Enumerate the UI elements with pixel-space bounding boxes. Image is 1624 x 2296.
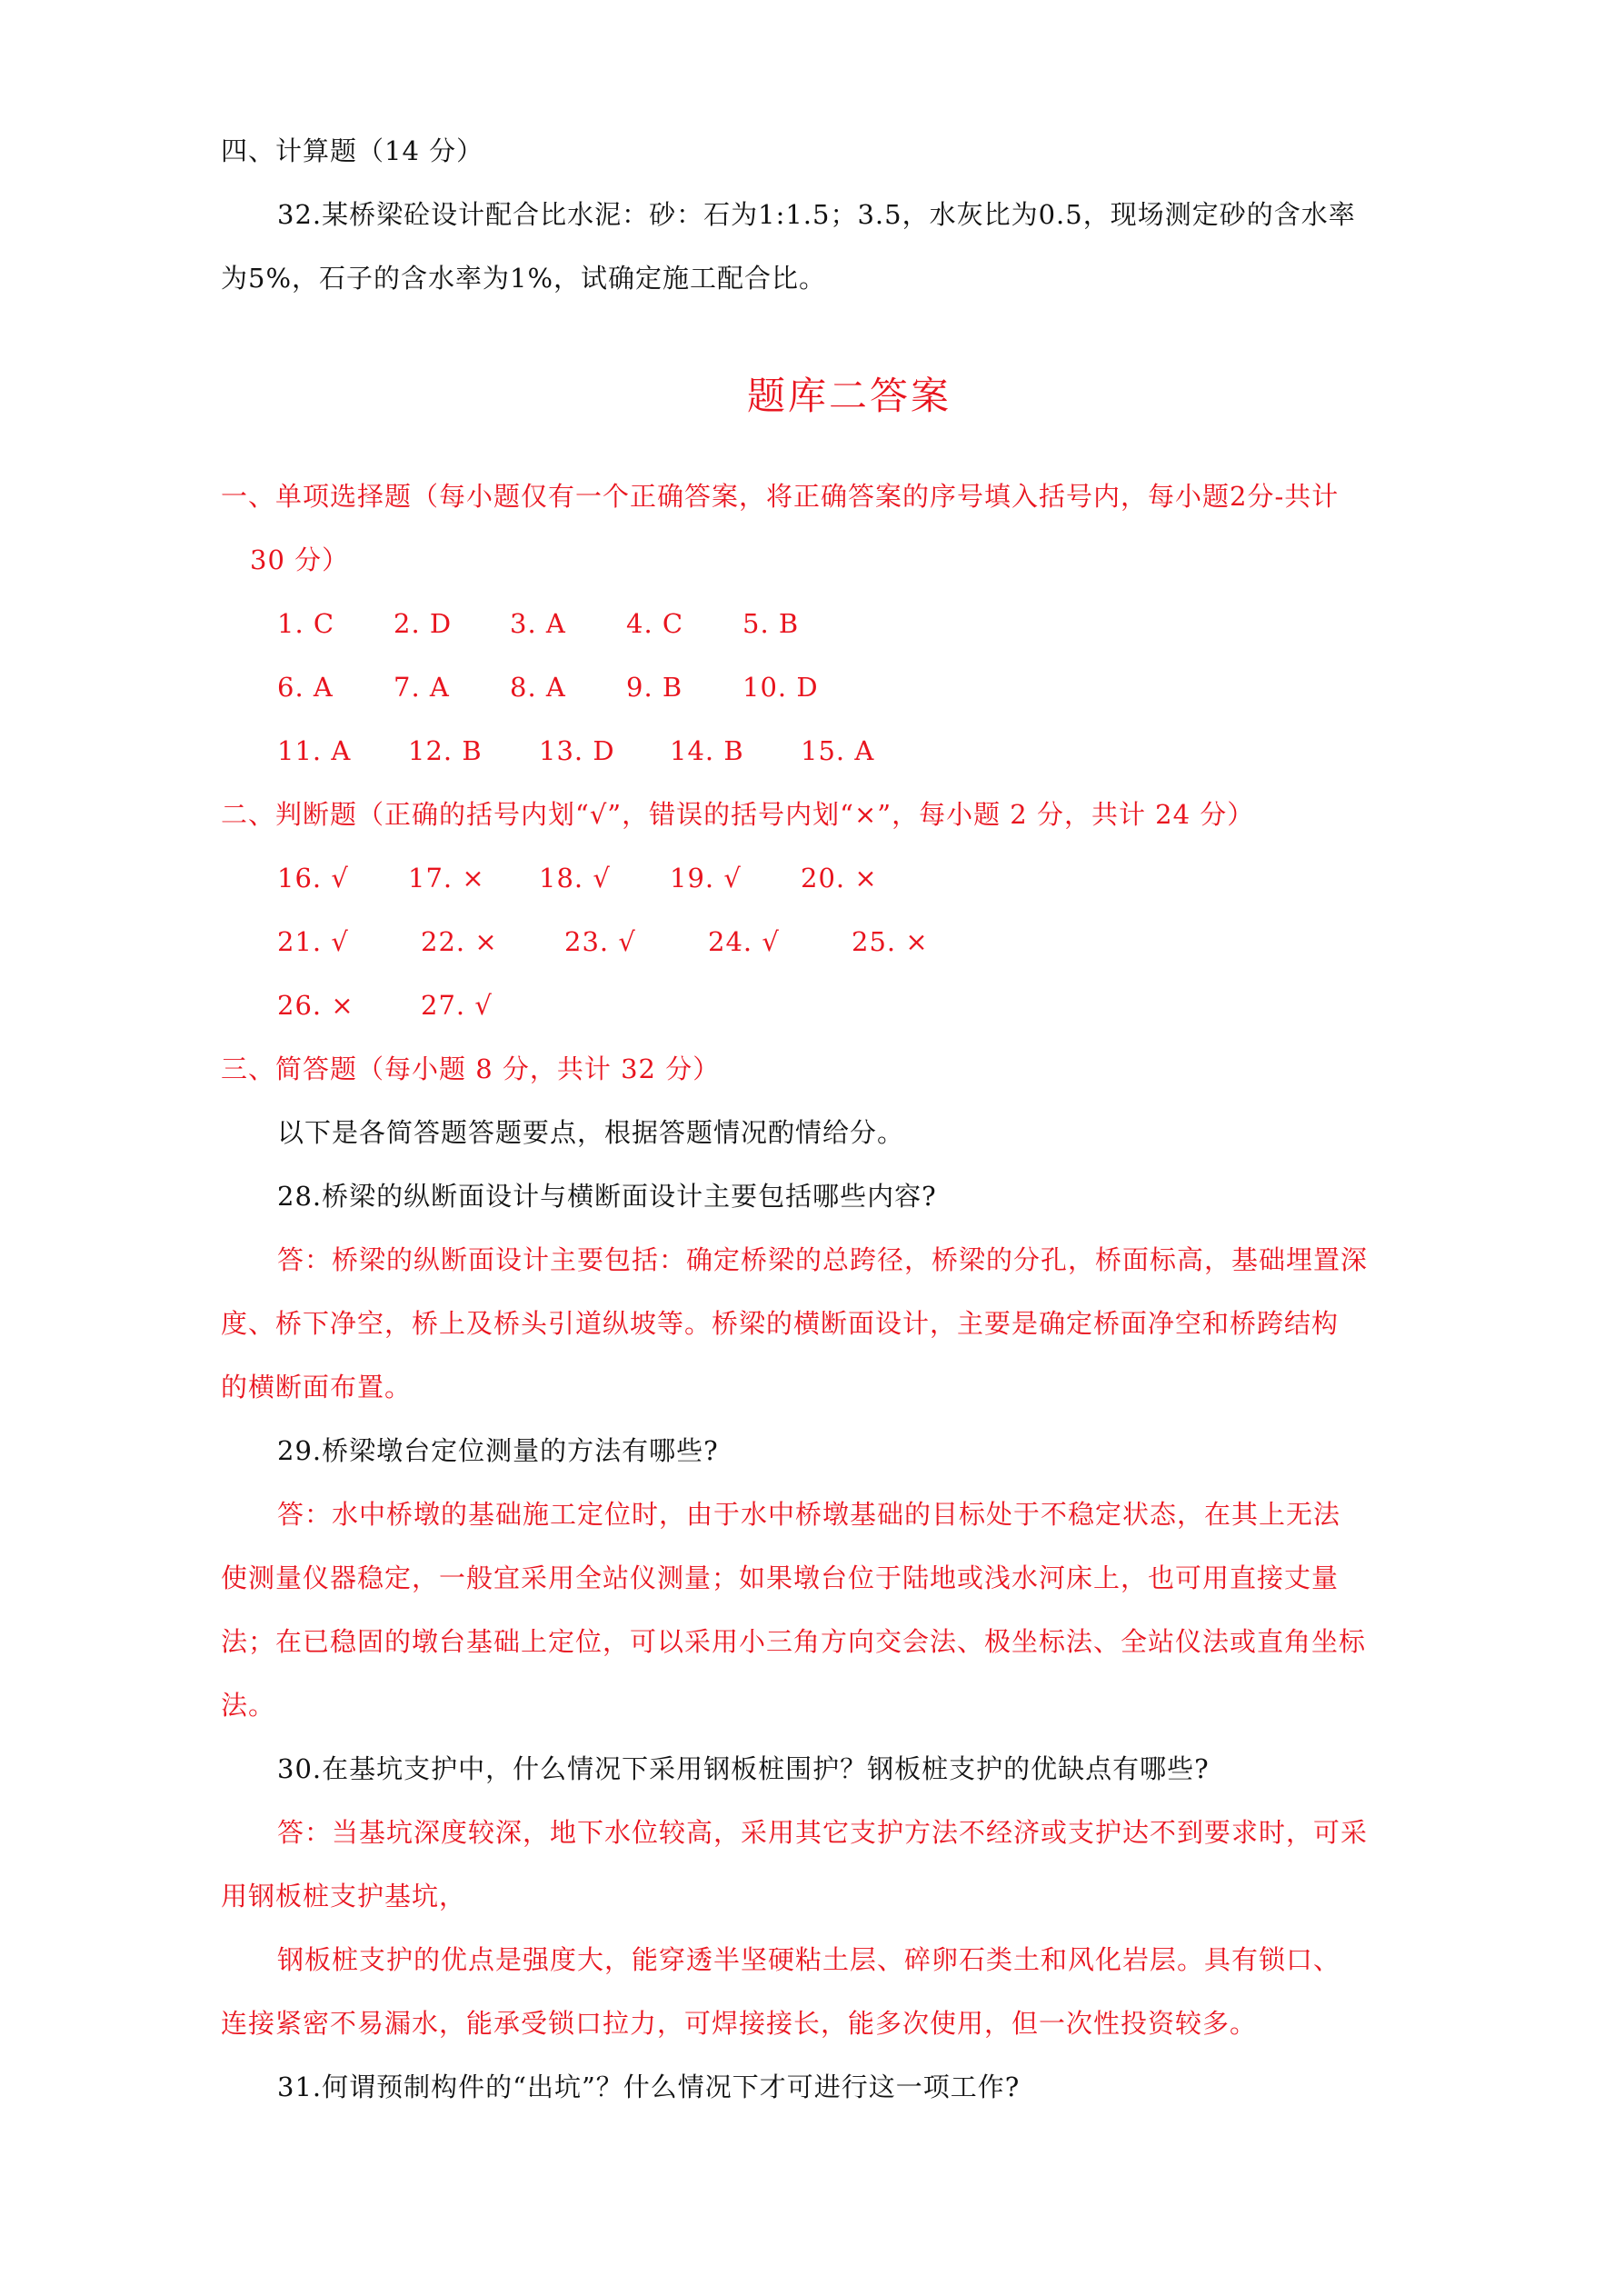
answer-28-line2: 度、桥下净空，桥上及桥头引道纵坡等。桥梁的横断面设计，主要是确定桥面净空和桥跨结构: [221, 1308, 1340, 1339]
answer-1: 1. C: [277, 608, 335, 639]
answer-30-line1: 答：当基坑深度较深，地下水位较高，采用其它支护方法不经济或支护达不到要求时，可采: [277, 1817, 1369, 1848]
judge-row-2: [277, 923, 929, 960]
judge-22: 22. ×: [421, 926, 498, 957]
answer-6: 6. A: [277, 672, 334, 703]
question-31: 31.何谓预制构件的“出坑”？什么情况下才可进行这一项工作?: [277, 2071, 1021, 2102]
answer-29-line3: 法；在已稳固的墩台基础上定位，可以采用小三角方向交会法、极坐标法、全站仪法或直角坐标: [221, 1626, 1367, 1657]
answer-14: 14. B: [670, 735, 744, 766]
answer-29-line2: 使测量仪器稳定，一般宜采用全站仪测量；如果墩台位于陆地或浅水河床上，也可用直接丈量: [221, 1562, 1340, 1593]
answer-29-line4: 法。: [221, 1690, 276, 1721]
judge-27: 27. √: [421, 990, 493, 1021]
answer-row-1: [277, 605, 799, 642]
answer-2: 2. D: [394, 608, 453, 639]
answer-10: 10. D: [742, 672, 819, 703]
answer-12: 12. B: [408, 735, 483, 766]
judge-row-3: [277, 987, 493, 1023]
answer-15: 15. A: [801, 735, 875, 766]
section2-heading: 二、判断题（正确的括号内划“√”，错误的括号内划“×”，每小题 2 分，共计 24 分）: [221, 799, 1255, 830]
judge-19: 19. √: [670, 863, 742, 893]
section1-heading-line1: 一、单项选择题（每小题仅有一个正确答案，将正确答案的序号填入括号内，每小题2分-共计: [221, 481, 1340, 512]
judge-25: 25. ×: [852, 926, 929, 957]
judge-16: 16. √: [277, 863, 349, 893]
judge-20: 20. ×: [801, 863, 878, 893]
answer-11: 11. A: [277, 735, 352, 766]
answers-title: 题库二答案: [747, 374, 952, 418]
answer-30-line2: 用钢板桩支护基坑，: [221, 1881, 467, 1912]
judge-18: 18. √: [539, 863, 611, 893]
judge-23: 23. √: [564, 926, 636, 957]
judge-24: 24. √: [708, 926, 780, 957]
question-29: 29.桥梁墩台定位测量的方法有哪些?: [277, 1435, 719, 1466]
answer-3: 3. A: [510, 608, 566, 639]
answer-row-3: [277, 733, 874, 769]
judge-row-1: [277, 860, 878, 896]
answer-30-line3: 钢板桩支护的优点是强度大，能穿透半坚硬粘土层、碎卵石类土和风化岩层。具有锁口、: [277, 1944, 1341, 1975]
answer-28-line1: 答：桥梁的纵断面设计主要包括：确定桥梁的总跨径，桥梁的分孔，桥面标高，基础埋置深: [277, 1244, 1369, 1275]
answer-30-line4: 连接紧密不易漏水，能承受锁口拉力，可焊接接长，能多次使用，但一次性投资较多。: [221, 2008, 1258, 2039]
answer-13: 13. D: [539, 735, 615, 766]
judge-26: 26. ×: [277, 990, 354, 1021]
answer-29-line1: 答：水中桥墩的基础施工定位时，由于水中桥墩基础的目标处于不稳定状态，在其上无法: [277, 1499, 1341, 1530]
judge-17: 17. ×: [408, 863, 485, 893]
section3-heading: 三、简答题（每小题 8 分，共计 32 分）: [221, 1053, 721, 1084]
answer-row-2: [277, 669, 819, 705]
answer-8: 8. A: [510, 672, 566, 703]
q32-line2: 为5%，石子的含水率为1%，试确定施工配合比。: [221, 263, 827, 294]
question-30: 30.在基坑支护中，什么情况下采用钢板桩围护？钢板桩支护的优缺点有哪些?: [277, 1753, 1210, 1784]
answer-9: 9. B: [626, 672, 683, 703]
judge-21: 21. √: [277, 926, 349, 957]
part4-heading: 四、计算题（14 分）: [221, 135, 484, 166]
section3-intro: 以下是各简答题答题要点，根据答题情况酌情给分。: [277, 1117, 905, 1148]
section1-heading-line2: 30 分）: [250, 544, 350, 575]
answer-28-line3: 的横断面布置。: [221, 1372, 413, 1403]
answer-7: 7. A: [394, 672, 450, 703]
q32-line1: 32.某桥梁砼设计配合比水泥：砂：石为1:1.5；3.5，水灰比为0.5，现场测定砂的含水率: [277, 199, 1356, 230]
question-28: 28.桥梁的纵断面设计与横断面设计主要包括哪些内容?: [277, 1181, 937, 1212]
answer-5: 5. B: [742, 608, 800, 639]
answer-4: 4. C: [626, 608, 684, 639]
